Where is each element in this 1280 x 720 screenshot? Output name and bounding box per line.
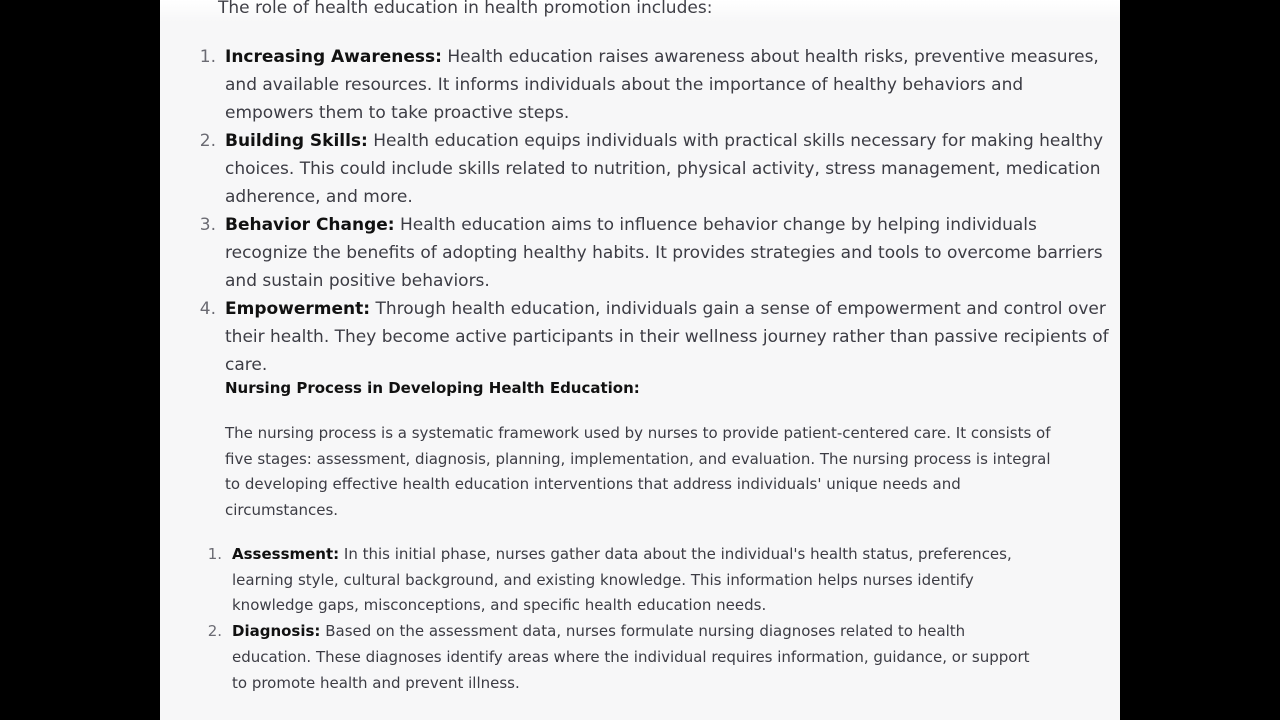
list-item: [160, 542, 1120, 619]
list-item-text: Health education equips individuals with practical skills necessary for making healthy choices. This could include skills related to nutrition, physical activity, stress management, medication adherence, and more.: [225, 131, 1104, 207]
list-item-text: Based on the assessment data, nurses formulate nursing diagnoses related to health education. These diagnoses identify areas where the individual requires information, guidance, or support to promote health and prevent illness.: [232, 622, 1030, 692]
list-number: 3.: [199, 215, 216, 235]
list-item-term: Increasing Awareness:: [225, 47, 442, 67]
stages-list: [160, 542, 1120, 696]
list-number: 2.: [207, 622, 222, 641]
list-item: [160, 619, 1120, 696]
list-item: [160, 211, 1120, 295]
intro-text: The role of health education in health promotion includes:: [218, 0, 713, 18]
chat-message-panel: [160, 0, 1120, 720]
section-heading: Nursing Process in Developing Health Education:: [225, 379, 640, 397]
list-item-term: Empowerment:: [225, 299, 371, 319]
list-item-term: Behavior Change:: [225, 215, 395, 235]
list-item: [160, 295, 1120, 379]
list-item-term: Assessment:: [232, 545, 340, 563]
list-number: 1.: [207, 545, 222, 563]
list-item-text: Health education raises awareness about health risks, preventive measures, and available resources. It informs individuals about the importance of healthy behaviors and empowers them to take proactive steps.: [225, 47, 1099, 123]
list-item: [160, 127, 1120, 211]
list-item-text: In this initial phase, nurses gather data about the individual's health status, preferences, learning style, cultural background, and existing knowledge. This information helps nurses identify knowledge gaps, misconceptions, and specific health education needs.: [232, 545, 1012, 615]
list-item-term: Building Skills:: [225, 131, 368, 151]
list-number: 2.: [199, 131, 216, 151]
list-item: [160, 43, 1120, 127]
list-item-text: Through health education, individuals gain a sense of empowerment and control over their health. They become active participants in their wellness journey rather than passive recipients of care.: [225, 299, 1109, 375]
list-number: 4.: [199, 299, 216, 319]
list-item-text: Health education aims to influence behavior change by helping individuals recognize the benefits of adopting healthy habits. It provides strategies and tools to overcome barriers and sustain positive behaviors.: [225, 215, 1103, 291]
list-item-term: Diagnosis:: [232, 622, 321, 641]
section-paragraph: The nursing process is a systematic framework used by nurses to provide patient-centered care. It consists of five stages: assessment, diagnosis, planning, implementation, and evaluation. The nursing process is integral to developing effective health education interventions that address individuals' unique needs and circumstances.: [225, 424, 1051, 520]
list-number: 1.: [199, 47, 216, 67]
roles-list: [160, 43, 1120, 379]
